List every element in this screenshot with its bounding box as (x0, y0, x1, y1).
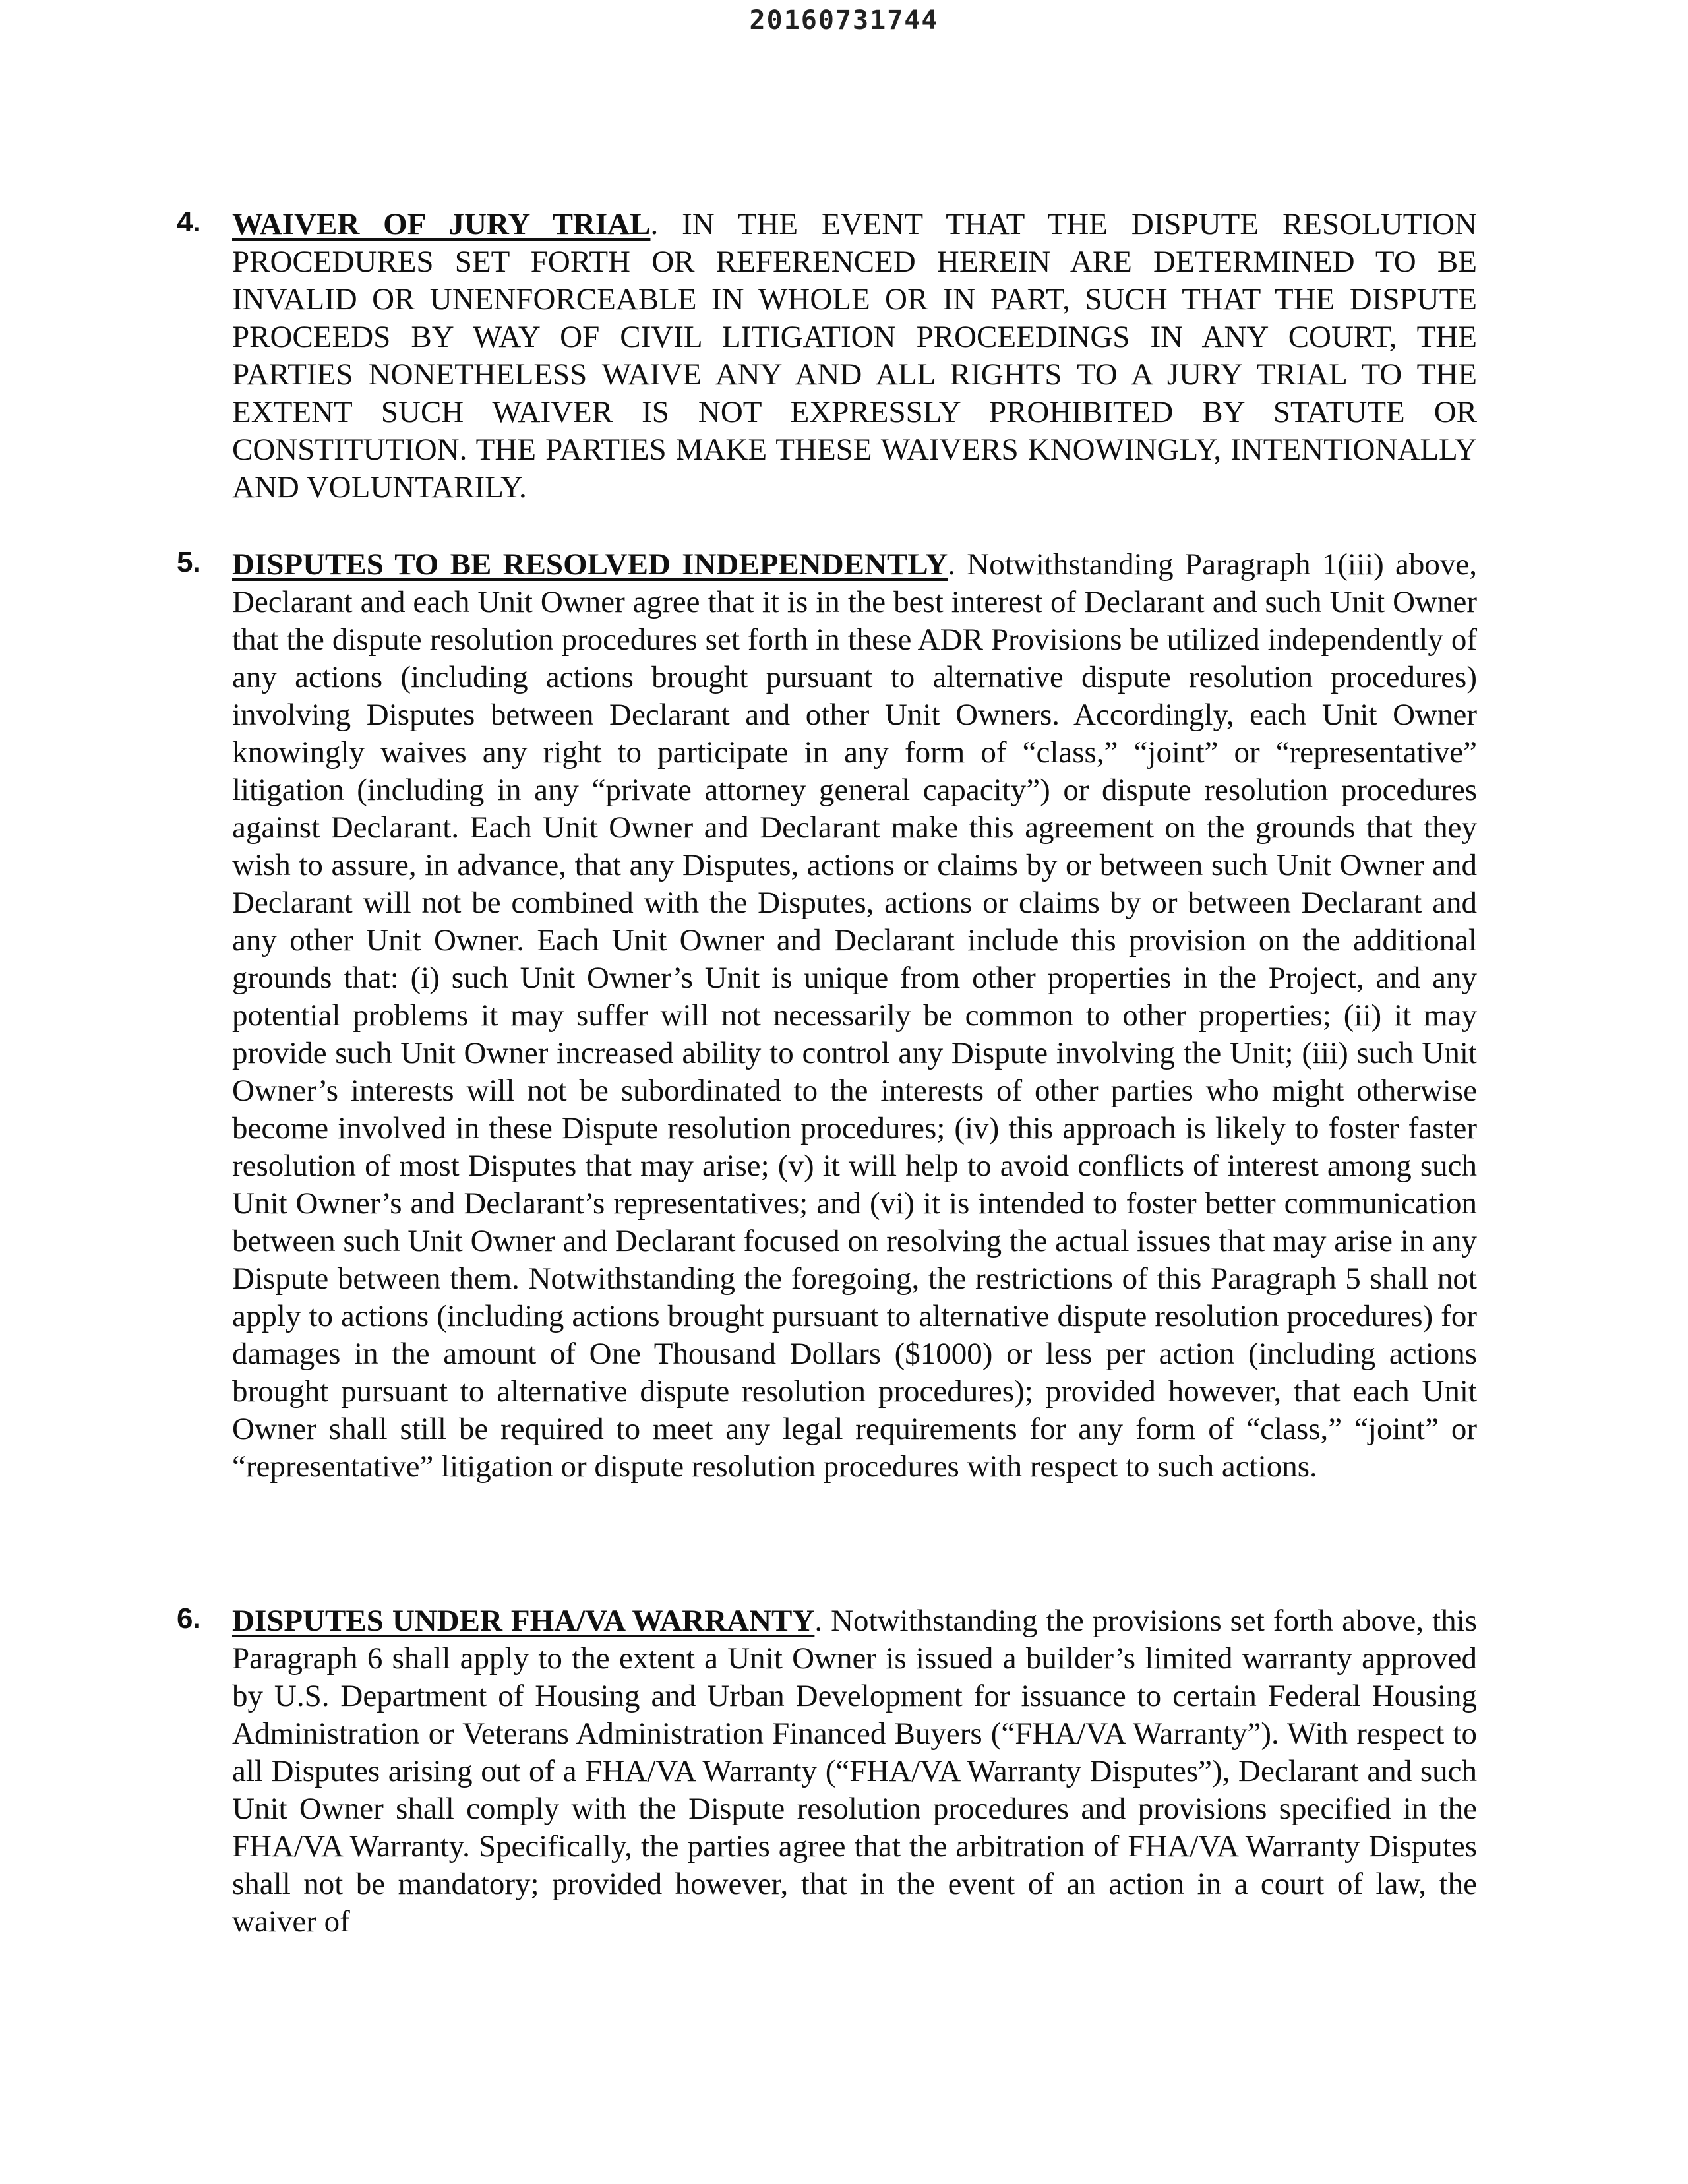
section-body (232, 206, 1477, 506)
section-5-disputes-resolved-independently (177, 546, 1477, 1486)
section-heading: DISPUTES TO BE RESOLVED INDEPENDENTLY (232, 547, 948, 582)
section-6-disputes-under-fha-va-warranty (177, 1602, 1477, 1941)
heading-punctuation: . (814, 1604, 823, 1638)
section-number: 6. (177, 1602, 201, 1635)
section-heading: WAIVER OF JURY TRIAL (232, 207, 651, 241)
section-body (232, 1602, 1477, 1941)
section-text: Notwithstanding Paragraph 1(iii) above, Declarant and each Unit Owner agree that it is in the best interest of Declarant and such Unit Owner that the dispute resolution procedures set forth in these ADR Provisions be utilized independently of any actions (including actions brought pursuant to alternative dispute resolution procedures) involving Disputes between Declarant and other Unit Owners. Accordingly, each Unit Owner knowingly waives any right to participate in any form of “class,” “joint” or “representative” litigation (including in any “private attorney general capacity”) or dispute resolution procedures against Declarant. Each Unit Owner and Declarant make this agreement on the grounds that they wish to assure, in advance, that any Disputes, actions or claims by or between such Unit Owner and Declarant will not be combined with the Disputes, actions or claims by or between Declarant and any other Unit Owner. Each Unit Owner and Declarant include this provision on the additional grounds that: (i) such Unit Owner’s Unit is unique from other properties in the Project, and any potential problems it may suffer will not necessarily be common to other properties; (ii) it may provide such Unit Owner increased ability to control any Dispute involving the Unit; (iii) such Unit Owner’s interests will not be subordinated to the interests of other parties who might otherwise become involved in these Dispute resolution procedures; (iv) this approach is likely to foster faster resolution of most Disputes that may arise; (v) it will help to avoid conflicts of interest among such Unit Owner’s and Declarant’s representatives; and (vi) it is intended to foster better communication between such Unit Owner and Declarant focused on resolving the actual issues that may arise in any Dispute between them. Notwithstanding the foregoing, the restrictions of this Paragraph 5 shall not apply to actions (including actions brought pursuant to alternative dispute resolution procedures) for damages in the amount of One Thousand Dollars ($1000) or less per action (including actions brought pursuant to alternative dispute resolution procedures); provided however, that each Unit Owner shall still be required to meet any legal requirements for any form of “class,” “joint” or “representative” litigation or dispute resolution procedures with respect to such actions. (232, 547, 1477, 1484)
section-number: 4. (177, 206, 201, 238)
heading-punctuation: . (650, 207, 659, 241)
document-number: 20160731744 (749, 5, 939, 36)
section-number: 5. (177, 546, 201, 578)
section-body (232, 546, 1477, 1486)
heading-punctuation: . (948, 547, 956, 582)
section-heading: DISPUTES UNDER FHA/VA WARRANTY (232, 1604, 815, 1638)
section-4-waiver-of-jury-trial (177, 206, 1477, 506)
section-text: IN THE EVENT THAT THE DISPUTE RESOLUTION PROCEDURES SET FORTH OR REFERENCED HEREIN ARE DETERMINED TO BE INVALID OR UNENFORCEABLE IN WHOLE OR IN PART, SUCH THAT THE DISPUTE PROCEEDS BY WAY OF CIVIL LITIGATION PROCEEDINGS IN ANY COURT, THE PARTIES NONETHELESS WAIVE ANY AND ALL RIGHTS TO A JURY TRIAL TO THE EXTENT SUCH WAIVER IS NOT EXPRESSLY PROHIBITED BY STATUTE OR CONSTITUTION. THE PARTIES MAKE THESE WAIVERS KNOWINGLY, INTENTIONALLY AND VOLUNTARILY. (232, 207, 1477, 504)
section-text: Notwithstanding the provisions set forth above, this Paragraph 6 shall apply to the extent a Unit Owner is issued a builder’s limited warranty approved by U.S. Department of Housing and Urban Development for issuance to certain Federal Housing Administration or Veterans Administration Financed Buyers (“FHA/VA Warranty”). With respect to all Disputes arising out of a FHA/VA Warranty (“FHA/VA Warranty Disputes”), Declarant and such Unit Owner shall comply with the Dispute resolution procedures and provisions specified in the FHA/VA Warranty. Specifically, the parties agree that the arbitration of FHA/VA Warranty Disputes shall not be mandatory; provided however, that in the event of an action in a court of law, the waiver of (232, 1604, 1477, 1939)
